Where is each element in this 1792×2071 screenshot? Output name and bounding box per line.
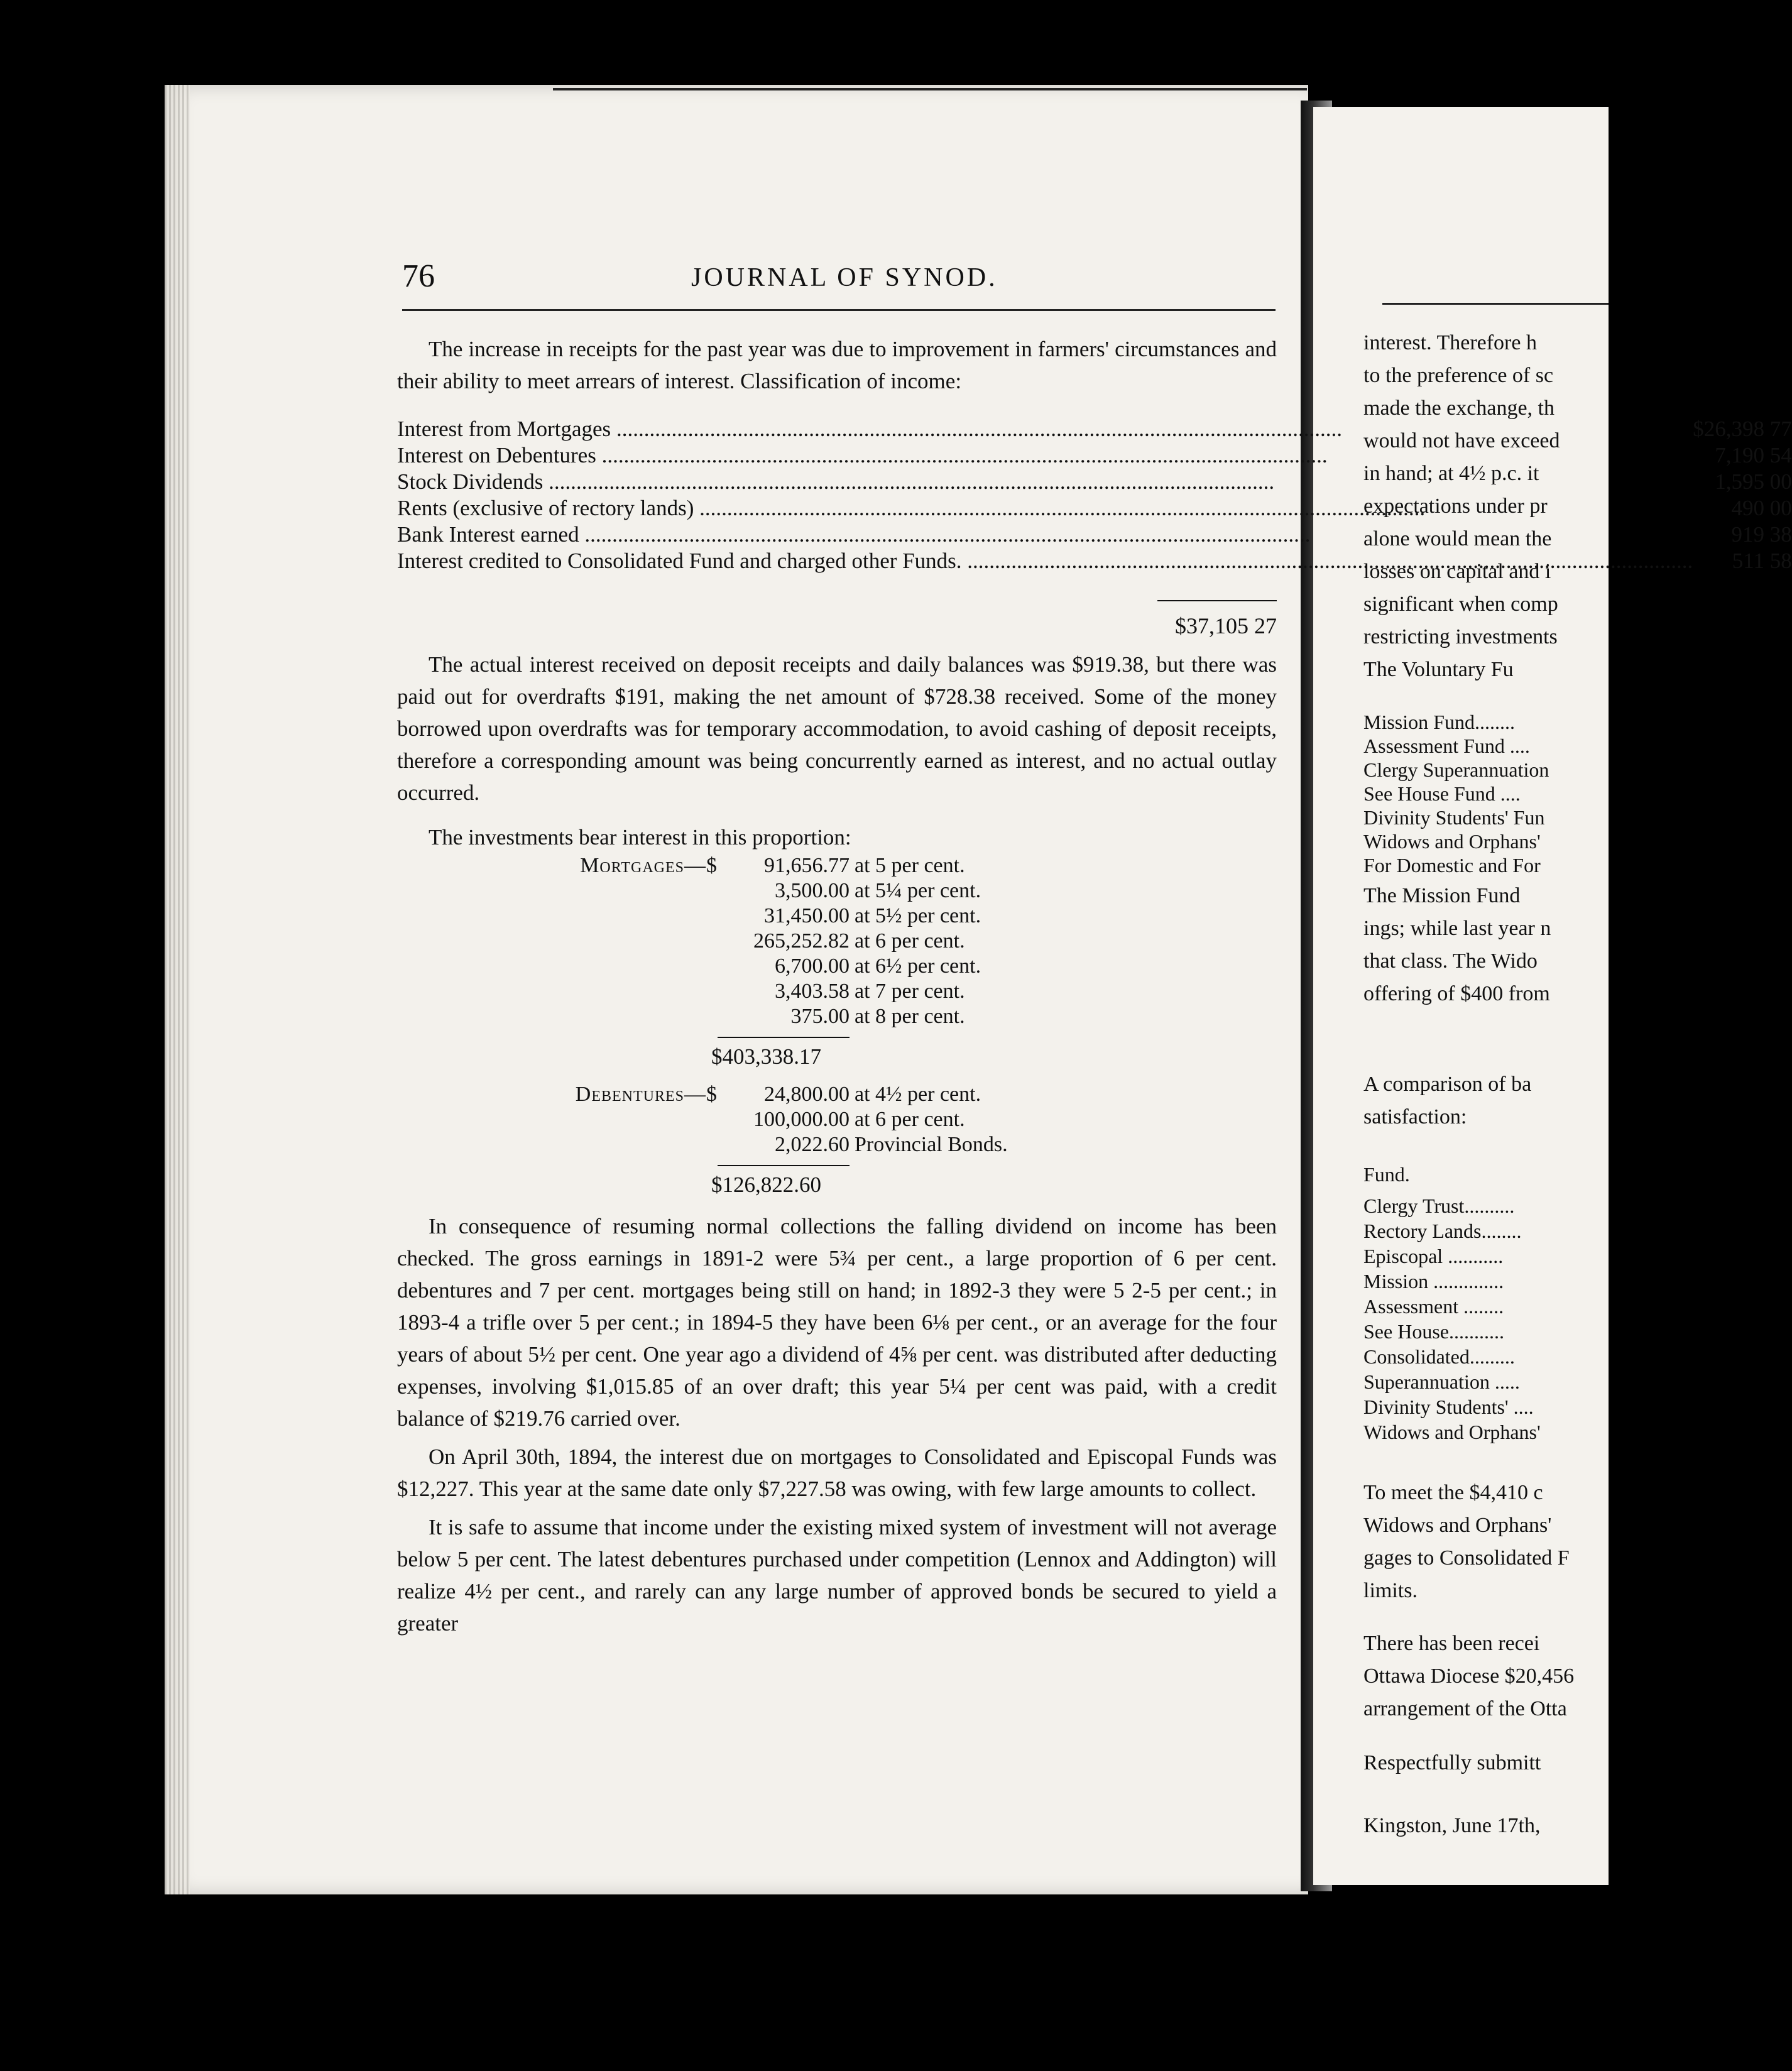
mortgages-rate: at 7 per cent.	[855, 980, 965, 1003]
right-page-line: in hand; at 4½ p.c. it	[1363, 462, 1539, 485]
income-amount: 1,595 00	[1715, 469, 1792, 494]
mortgages-value: 31,450.00	[764, 904, 850, 927]
income-label: Bank Interest earned .....	[397, 522, 1310, 547]
mortgages-row	[542, 929, 1277, 954]
mortgages-block	[542, 853, 1277, 1069]
right-page-line: would not have exceed	[1363, 429, 1560, 452]
right-page-line: ings; while last year n	[1363, 917, 1551, 940]
income-sum-rule	[397, 574, 1277, 610]
right-page-line: Rectory Lands........	[1363, 1220, 1522, 1242]
debentures-rate: at 4½ per cent.	[855, 1083, 981, 1106]
debentures-block	[542, 1082, 1277, 1198]
right-page-line: Mission Fund........	[1363, 711, 1515, 733]
mortgages-value: 3,500.00	[775, 879, 850, 902]
mortgages-rate: at 5 per cent.	[855, 854, 965, 877]
top-rule	[553, 88, 1307, 90]
mortgages-value: 91,656.77	[764, 854, 850, 877]
income-amount: 511 58	[1732, 549, 1792, 573]
right-page-line: The Voluntary Fu	[1363, 658, 1514, 681]
right-page-line: significant when comp	[1363, 593, 1558, 616]
right-page-line: interest. Therefore h	[1363, 331, 1537, 354]
right-page-line: alone would mean the	[1363, 527, 1552, 550]
running-title: JOURNAL OF SYNOD.	[691, 263, 998, 292]
mortgages-value: 265,252.82	[753, 929, 850, 953]
debentures-label: Debentures—$	[575, 1083, 718, 1106]
mortgages-row	[542, 878, 1277, 904]
right-page-line: See House Fund ....	[1363, 782, 1521, 805]
debentures-value: 24,800.00	[764, 1083, 850, 1106]
investments-intro: The investments bear interest in this proportion:	[429, 825, 851, 850]
right-page-line: Assessment Fund ....	[1363, 735, 1530, 757]
header-rule	[402, 309, 1276, 311]
income-amount: 7,190 54	[1715, 443, 1792, 467]
right-page-line: For Domestic and For	[1363, 854, 1541, 877]
mortgages-rate: at 8 per cent.	[855, 1005, 965, 1028]
right-page-line: Episcopal ...........	[1363, 1245, 1504, 1267]
income-label: Interest from Mortgages .....	[397, 417, 1342, 441]
debentures-total: $126,822.60	[711, 1172, 821, 1197]
debentures-row	[542, 1107, 1277, 1132]
mortgages-label: Mortgages—$	[580, 854, 718, 877]
mortgages-label	[542, 979, 718, 1004]
right-page-line: To meet the $4,410 c	[1363, 1481, 1543, 1504]
mortgages-label	[542, 954, 718, 979]
right-page-line: Widows and Orphans'	[1363, 830, 1541, 853]
mortgages-rate: at 5½ per cent.	[855, 904, 981, 927]
right-page-line: arrangement of the Otta	[1363, 1697, 1567, 1720]
income-label: Interest credited to Consolidated Fund and charged other Funds. .....	[397, 549, 1693, 573]
mortgages-row	[542, 853, 1277, 878]
debentures-value: 100,000.00	[753, 1108, 850, 1131]
april-paragraph: On April 30th, 1894, the interest due on mortgages to Consolidated and Episcopal Funds was $12,227. This year at the same date only $7,227.58 was owing, with few large amounts to collect.	[397, 1445, 1277, 1501]
mortgages-value: 3,403.58	[775, 980, 850, 1003]
right-page-line: Divinity Students' Fun	[1363, 806, 1545, 829]
debentures-rate: Provincial Bonds.	[855, 1133, 1008, 1156]
actual-interest-paragraph: The actual interest received on deposit receipts and daily balances was $919.38, but there was paid out for overdrafts $191, making the net amount of $728.38 received. Some of the money borrowed upon overdrafts was for temporary accommodation, to avoid cashing of deposit receipts, therefore a corresponding amount was being concurrently earned as interest, and no actual outlay occurred.	[397, 652, 1277, 805]
right-page-line: There has been recei	[1363, 1632, 1540, 1655]
mortgages-total: $403,338.17	[711, 1044, 821, 1069]
income-label: Stock Dividends .....	[397, 469, 1274, 494]
right-page-line: restricting investments	[1363, 625, 1558, 648]
right-page-line: limits.	[1363, 1579, 1418, 1602]
mortgages-row	[542, 979, 1277, 1004]
right-page-line: Clergy Superannuation	[1363, 758, 1549, 781]
right-page-line: made the exchange, th	[1363, 396, 1554, 420]
mortgages-value: 375.00	[790, 1005, 850, 1028]
debentures-label	[542, 1107, 718, 1132]
debentures-row	[542, 1132, 1277, 1157]
right-page-line: Superannuation .....	[1363, 1370, 1520, 1393]
right-page-line: Ottawa Diocese $20,456	[1363, 1664, 1575, 1688]
mortgages-value: 6,700.00	[775, 954, 850, 978]
mortgages-rate: at 5¼ per cent.	[855, 879, 981, 902]
page-header	[402, 258, 1276, 295]
right-page-line: satisfaction:	[1363, 1105, 1467, 1128]
income-total: $37,105 27	[1175, 613, 1277, 638]
page-number: 76	[402, 258, 435, 294]
right-page-line: Assessment ........	[1363, 1295, 1504, 1318]
income-amount: 919 38	[1731, 522, 1792, 547]
mortgages-label	[542, 904, 718, 929]
income-amount: $26,398 77	[1693, 417, 1792, 441]
right-page-line: Widows and Orphans'	[1363, 1514, 1552, 1537]
right-page-line: The Mission Fund	[1363, 884, 1521, 907]
right-page-line: Widows and Orphans'	[1363, 1421, 1541, 1443]
mortgages-row	[542, 1004, 1277, 1029]
right-page-line: A comparison of ba	[1363, 1073, 1532, 1096]
right-page-line: See House...........	[1363, 1320, 1504, 1343]
right-page-line: that class. The Wido	[1363, 949, 1538, 973]
consequence-paragraph: In consequence of resuming normal collections the falling dividend on income has been checked. The gross earnings in 1891-2 were 5¾ per cent., a large proportion of 6 per cent. debentures and 7 per cent. mortgages being still on hand; in 1892-3 they were 5 2-5 per cent.; in 1893-4 a trifle over 5 per cent.; in 1894-5 they have been 6⅛ per cent., or an average for the four years of about 5½ per cent. One year ago a dividend of 4⅝ per cent. was distributed after deducting expenses, involving $1,015.85 of an over draft; this year 5¼ per cent was paid, with a credit balance of $219.76 carried over.	[397, 1214, 1277, 1431]
mortgages-label	[542, 929, 718, 954]
debentures-row	[542, 1082, 1277, 1107]
right-page-line: Respectfully submitt	[1363, 1751, 1541, 1774]
income-amount: 490 00	[1731, 496, 1792, 520]
debentures-sum-rule	[718, 1165, 850, 1172]
right-page-line: Fund.	[1363, 1163, 1410, 1186]
mortgages-row	[542, 904, 1277, 929]
mortgages-label	[542, 878, 718, 904]
mortgages-row	[542, 954, 1277, 979]
intro-paragraph: The increase in receipts for the past year was due to improvement in farmers' circumstances and their ability to meet arrears of interest. Classification of income:	[397, 337, 1277, 393]
mortgages-rate: at 6½ per cent.	[855, 954, 981, 978]
right-page-line: losses on capital and i	[1363, 560, 1551, 583]
debentures-rate: at 6 per cent.	[855, 1108, 965, 1131]
debentures-label	[542, 1132, 718, 1157]
right-page-line: Divinity Students' ....	[1363, 1396, 1534, 1418]
safe-assume-paragraph: It is safe to assume that income under the existing mixed system of investment will not average below 5 per cent. The latest debentures purchased under competition (Lennox and Addington) will realize 4½ per cent., and rarely can any large number of approved bonds be secured to yield a greater	[397, 1515, 1277, 1636]
right-page-line: expectations under pr	[1363, 495, 1548, 518]
mortgages-sum-rule	[718, 1037, 850, 1044]
right-page-line: to the preference of sc	[1363, 364, 1554, 387]
mortgages-label	[542, 1004, 718, 1029]
income-label: Rents (exclusive of rectory lands) .....	[397, 496, 1425, 520]
right-page-line: Mission ..............	[1363, 1270, 1504, 1292]
right-page-line: Consolidated.........	[1363, 1345, 1515, 1368]
right-page-line: Clergy Trust..........	[1363, 1194, 1515, 1217]
right-page-line: gages to Consolidated F	[1363, 1546, 1570, 1570]
right-page-line: Kingston, June 17th,	[1363, 1814, 1541, 1837]
right-header-rule	[1382, 303, 1609, 305]
debentures-value: 2,022.60	[775, 1133, 850, 1156]
right-page-line: offering of $400 from	[1363, 982, 1550, 1005]
mortgages-rate: at 6 per cent.	[855, 929, 965, 953]
income-label: Interest on Debentures .....	[397, 443, 1328, 467]
page-edge	[165, 85, 190, 1894]
